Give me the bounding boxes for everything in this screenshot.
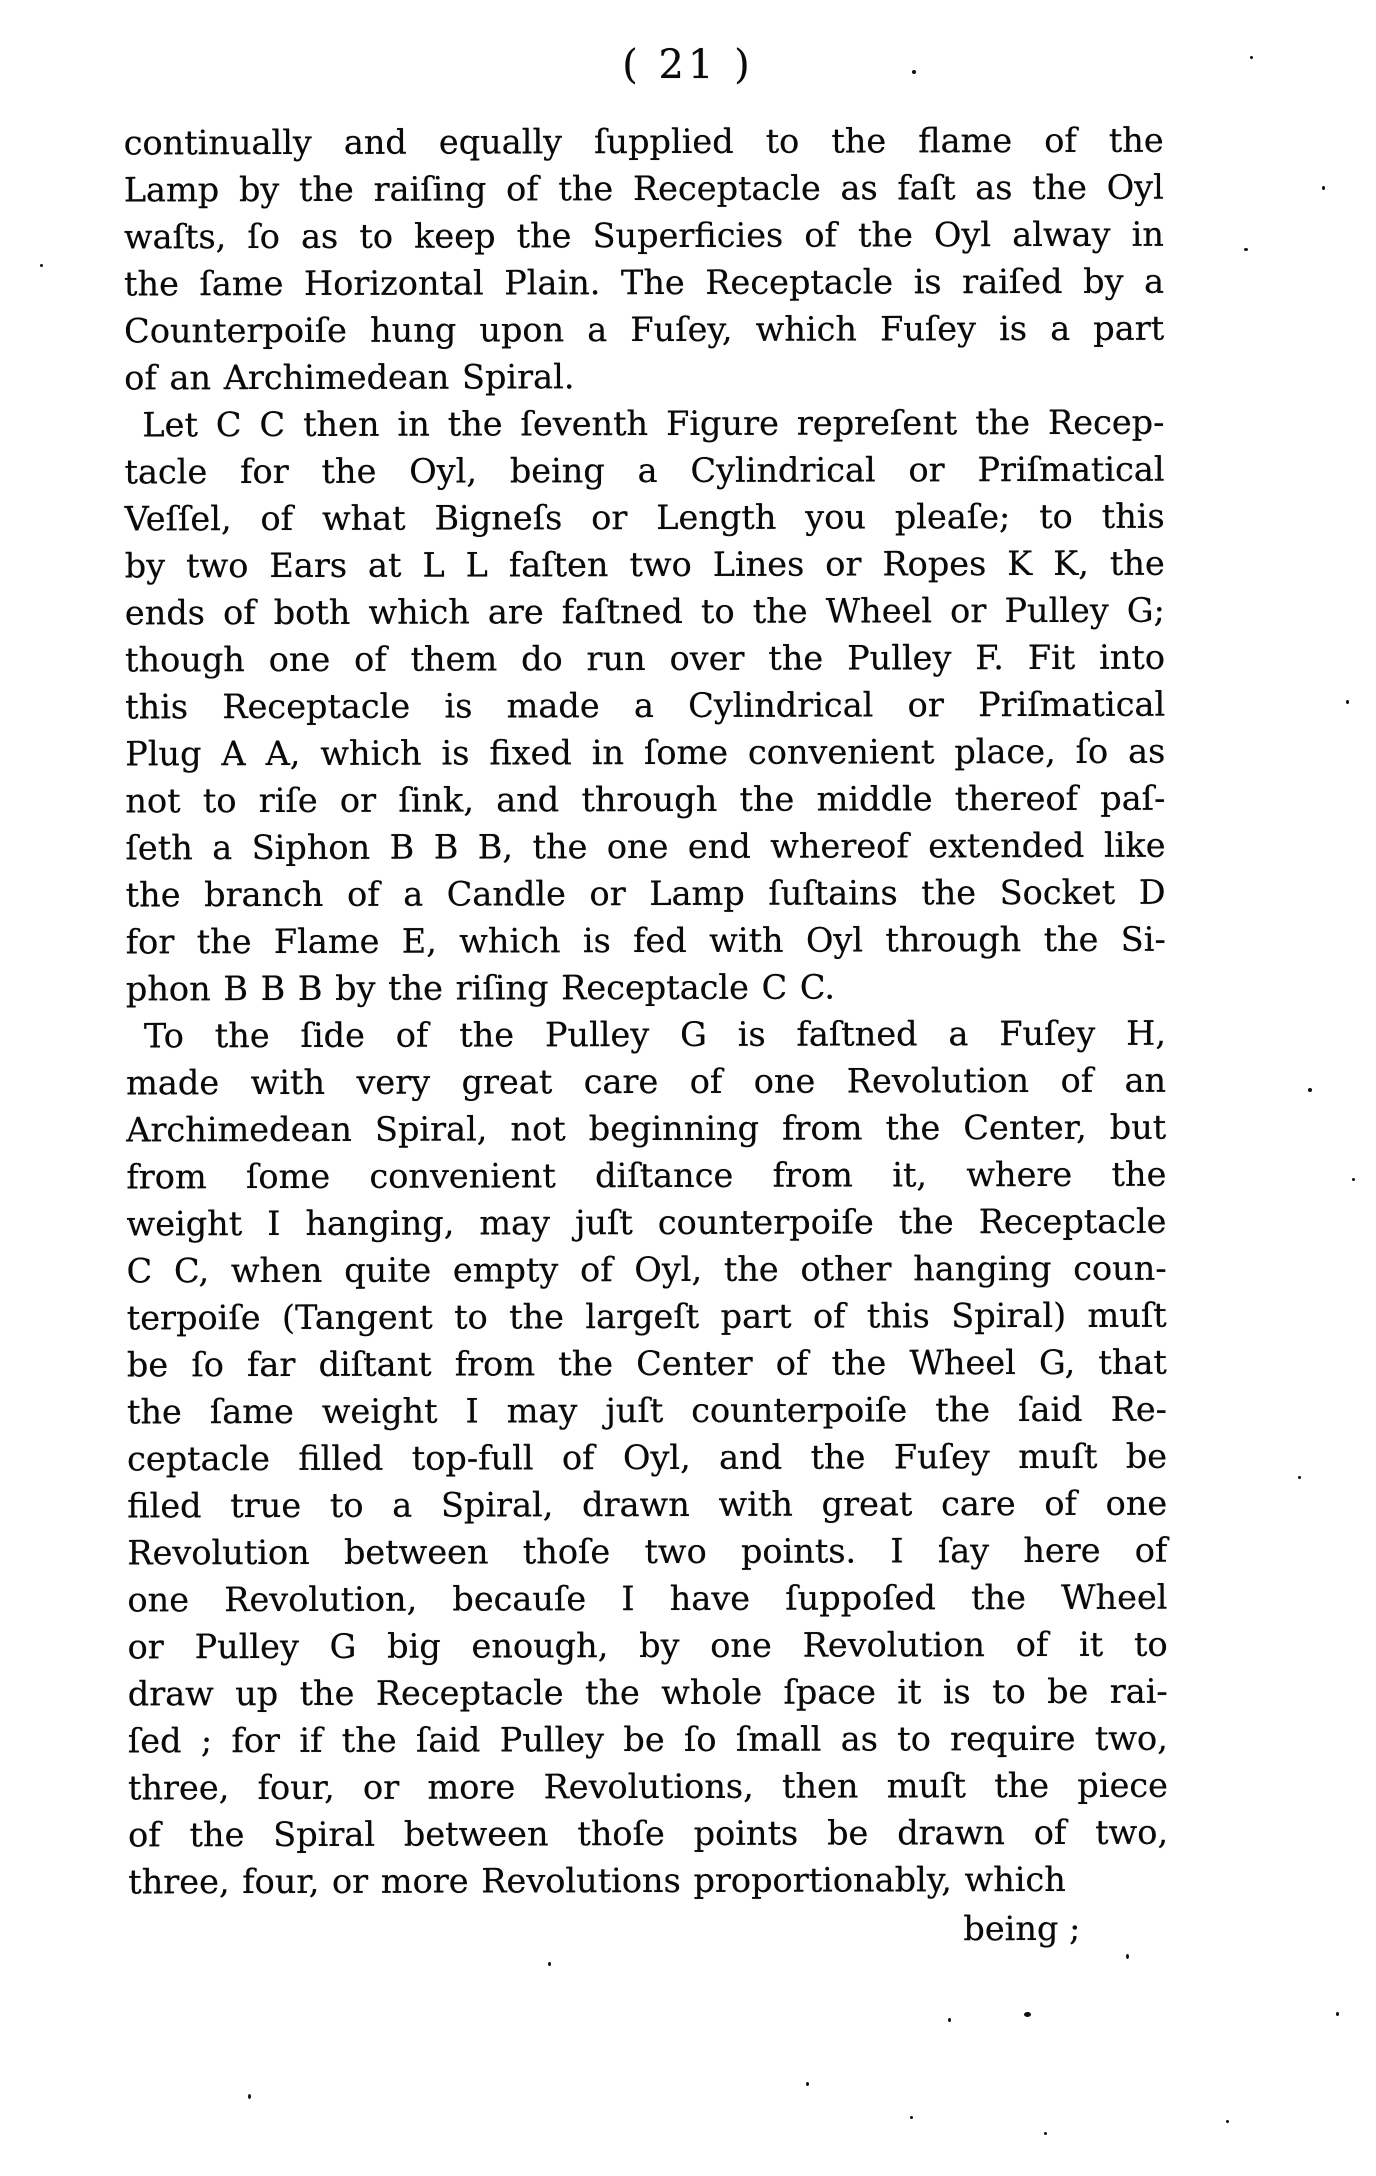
scan-speck xyxy=(1126,1954,1129,1959)
paragraph xyxy=(124,399,1166,1013)
text-line: made with very great care of one Revolution of an xyxy=(126,1060,1167,1103)
scan-speck xyxy=(548,1962,551,1966)
text-line: the ſame weight I may juſt counterpoiſe the ſaid Re- xyxy=(126,1389,1168,1432)
scan-speck xyxy=(1226,2120,1229,2123)
scan-speck xyxy=(40,264,43,267)
catchword: being ; xyxy=(963,1908,1081,1949)
text-line: ſeth a Siphon B B B, the one end whereof extended like xyxy=(125,825,1166,868)
text-line: not to riſe or ſink, and through the middle thereof paſ- xyxy=(125,778,1166,821)
text-line: Lamp by the raiſing of the Receptacle as faſt as the Oyl xyxy=(123,167,1164,210)
text-line: three, four, or more Revolutions proportionably, which xyxy=(128,1859,1066,1902)
scan-speck xyxy=(1298,1476,1301,1479)
text-line: for the Flame E, which is fed with Oyl through the Si- xyxy=(125,919,1166,962)
text-line: tacle for the Oyl, being a Cylindrical or Priſmatical xyxy=(124,449,1165,492)
scan-speck xyxy=(1250,56,1253,59)
text-line: of the Spiral between thoſe points be drawn of two, xyxy=(128,1812,1169,1855)
text-line: draw up the Receptacle the whole ſpace it is to be rai- xyxy=(127,1671,1168,1714)
text-line: or Pulley G big enough, by one Revolution of it to xyxy=(127,1624,1168,1667)
scan-speck xyxy=(1024,2012,1031,2017)
text-line: three, four, or more Revolutions, then muſt the piece xyxy=(127,1765,1169,1808)
scan-speck xyxy=(912,70,916,74)
text-block xyxy=(124,117,1169,1955)
paragraph xyxy=(126,1010,1168,1906)
scan-speck xyxy=(1336,2012,1339,2016)
text-line: ceptacle filled top-full of Oyl, and the Fuſey muſt be xyxy=(127,1436,1168,1479)
text-line: Veſſel, of what Bigneſs or Length you pleaſe; to this xyxy=(124,496,1165,539)
text-line: the branch of a Candle or Lamp ſuſtains the Socket D xyxy=(125,872,1166,915)
scan-speck xyxy=(1352,1178,1355,1181)
text-line: the ſame Horizontal Plain. The Receptacle is raiſed by a xyxy=(123,261,1165,304)
text-line: Archimedean Spiral, not beginning from the Center, but xyxy=(126,1107,1167,1150)
text-line: C C, when quite empty of Oyl, the other hanging coun- xyxy=(126,1248,1167,1291)
text-line: phon B B B by the riſing Receptacle C C. xyxy=(125,967,836,1009)
text-line: ſed ; for if the ſaid Pulley be ſo ſmall as to require two, xyxy=(127,1718,1168,1761)
text-line: waſts, ſo as to keep the Superficies of the Oyl alway in xyxy=(123,214,1164,257)
paragraph xyxy=(124,117,1165,402)
text-line: Revolution between thoſe two points. I ſay here of xyxy=(127,1530,1168,1573)
text-line: of an Archimedean Spiral. xyxy=(124,357,575,398)
text-line: filed true to a Spiral, drawn with great care of one xyxy=(127,1483,1168,1526)
text-line: this Receptacle is made a Cylindrical or Priſmatical xyxy=(125,684,1166,727)
scan-speck xyxy=(948,2018,951,2022)
text-line: by two Ears at L L faſten two Lines or Ropes K K, the xyxy=(124,543,1165,586)
text-line: Counterpoiſe hung upon a Fuſey, which Fuſey is a part xyxy=(124,308,1165,351)
scan-speck xyxy=(1322,186,1325,190)
scan-speck xyxy=(806,2082,809,2086)
text-line: one Revolution, becauſe I have ſuppoſed the Wheel xyxy=(127,1577,1168,1620)
text-line: Let C C then in the ſeventh Figure repreſent the Recep- xyxy=(142,402,1165,445)
text-line: ends of both which are faſtned to the Wheel or Pulley G; xyxy=(124,590,1165,633)
text-line: Plug A A, which is fixed in ſome convenient place, ſo as xyxy=(125,731,1166,774)
scan-speck xyxy=(248,2094,251,2099)
text-line: continually and equally ſupplied to the flame of the xyxy=(123,120,1164,163)
scan-speck xyxy=(1044,2132,1047,2135)
text-line: from ſome convenient diſtance from it, where the xyxy=(126,1154,1167,1197)
text-line: terpoiſe (Tangent to the largeſt part of this Spiral) muſt xyxy=(126,1295,1167,1338)
scan-speck xyxy=(910,2116,913,2119)
text-line: be ſo far diſtant from the Center of the Wheel G, that xyxy=(126,1342,1167,1385)
text-line: To the ſide of the Pulley G is faſtned a Fuſey H, xyxy=(143,1013,1167,1056)
scan-speck xyxy=(1244,248,1248,251)
scan-speck xyxy=(1346,700,1349,704)
text-line: weight I hanging, may juſt counterpoiſe the Receptacle xyxy=(126,1201,1167,1244)
scan-speck xyxy=(1308,1088,1312,1092)
page-number: ( 21 ) xyxy=(622,42,754,88)
text-line: though one of them do run over the Pulley F. Fit into xyxy=(124,637,1166,680)
